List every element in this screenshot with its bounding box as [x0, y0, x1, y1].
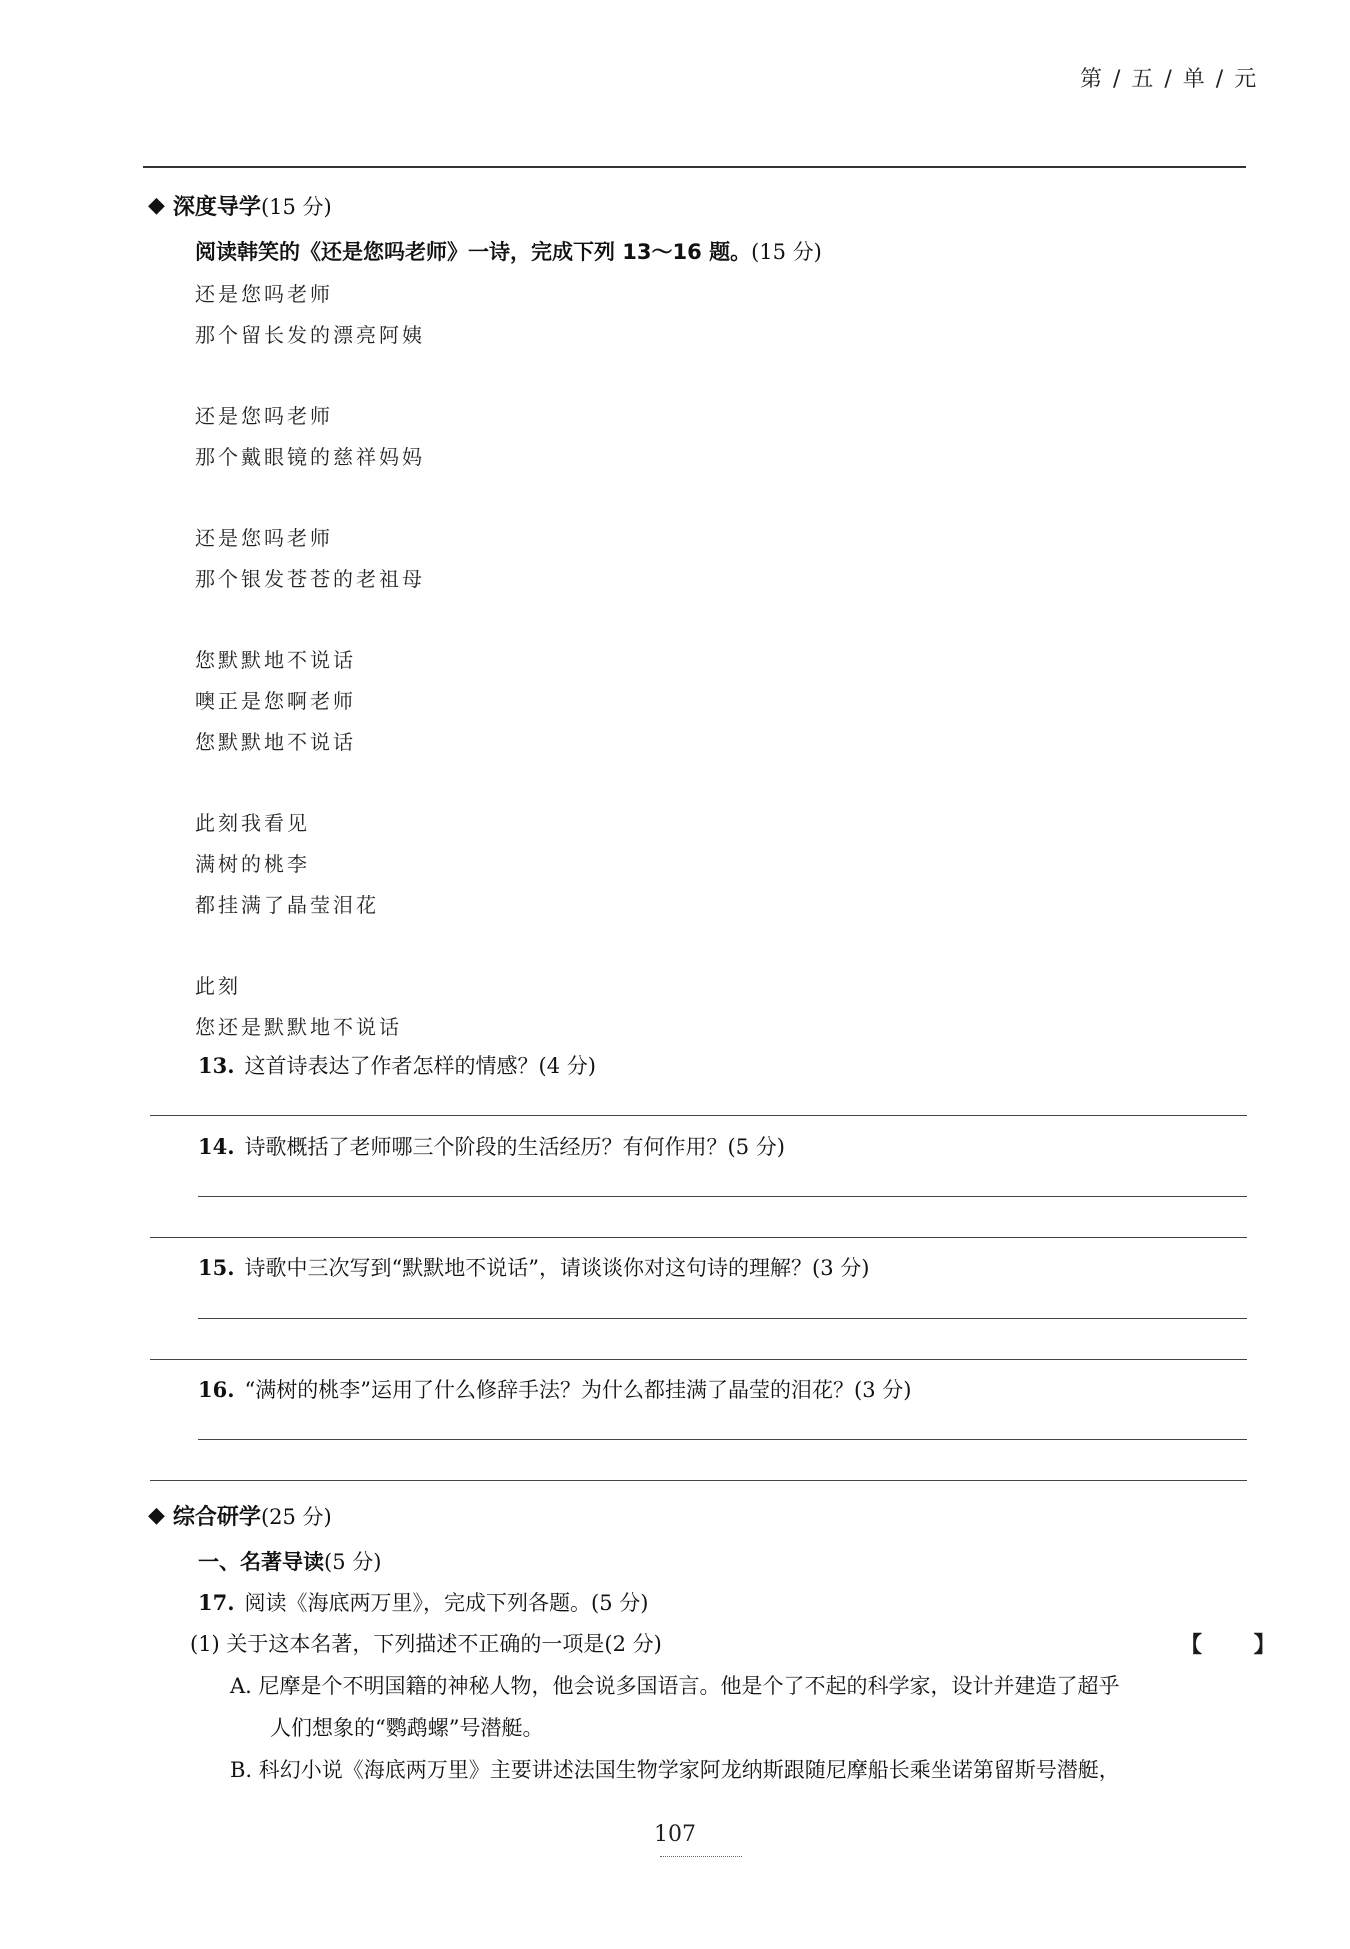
question-number: 13.	[198, 1053, 235, 1078]
poem-line: 还是您吗老师	[195, 282, 333, 306]
question-number: 16.	[198, 1377, 235, 1402]
section-title: 综合研学	[172, 1505, 261, 1530]
question-17-1: (1) 关于这本名著，下列描述不正确的一项是(2 分)	[190, 1632, 662, 1656]
poem-line: 此刻我看见	[195, 811, 310, 835]
diamond-icon: ◆	[148, 193, 165, 218]
question-text: 诗歌中三次写到“默默地不说话”，请谈谈你对这句诗的理解？(3 分)	[244, 1256, 870, 1280]
question-13	[198, 1050, 596, 1080]
section-score: (15 分)	[260, 194, 332, 219]
reading-instructions	[195, 236, 822, 266]
poem-line: 都挂满了晶莹泪花	[195, 893, 379, 917]
poem-line: 您默默地不说话	[195, 730, 356, 754]
unit-header: 第 / 五 / 单 / 元	[1080, 67, 1259, 92]
answer-bracket[interactable]: 【 】	[1180, 1633, 1298, 1658]
answer-line[interactable]	[198, 1318, 1247, 1319]
question-number: 15.	[198, 1255, 235, 1280]
instructions-text: 阅读韩笑的《还是您吗老师》一诗，完成下列 13～16 题。	[195, 240, 752, 264]
answer-line[interactable]	[150, 1359, 1247, 1360]
answer-line[interactable]	[150, 1480, 1247, 1481]
answer-line[interactable]	[150, 1115, 1247, 1116]
poem-line: 您默默地不说话	[195, 648, 356, 672]
header-rule	[143, 166, 1246, 168]
question-17	[198, 1587, 648, 1617]
question-text: “满树的桃李”运用了什么修辞手法？为什么都挂满了晶莹的泪花？(3 分)	[244, 1378, 912, 1402]
choice-a-continued: 人们想象的“鹦鹉螺”号潜艇。	[270, 1716, 544, 1740]
question-text: 诗歌概括了老师哪三个阶段的生活经历？有何作用？(5 分)	[244, 1135, 785, 1159]
section-heading-comprehensive-study	[148, 1500, 332, 1531]
page-number: 107	[654, 1822, 696, 1847]
answer-line[interactable]	[150, 1237, 1247, 1238]
subsection-score: (5 分)	[324, 1550, 382, 1574]
poem-line: 那个银发苍苍的老祖母	[195, 567, 425, 591]
question-text: 阅读《海底两万里》，完成下列各题。(5 分)	[244, 1591, 649, 1615]
question-number: 17.	[198, 1590, 235, 1615]
question-16	[198, 1374, 911, 1404]
instructions-score: (15 分)	[751, 240, 822, 264]
question-14	[198, 1131, 785, 1161]
poem-line: 还是您吗老师	[195, 404, 333, 428]
question-15	[198, 1252, 869, 1282]
section-score: (25 分)	[260, 1504, 332, 1529]
poem-line: 那个戴眼镜的慈祥妈妈	[195, 445, 425, 469]
poem-line: 噢正是您啊老师	[195, 689, 356, 713]
diamond-icon: ◆	[148, 1503, 165, 1528]
section-title: 深度导学	[172, 195, 261, 220]
question-number: 14.	[198, 1134, 235, 1159]
poem-line: 此刻	[195, 974, 241, 998]
poem-line: 您还是默默地不说话	[195, 1015, 402, 1039]
question-text: 这首诗表达了作者怎样的情感？(4 分)	[244, 1054, 596, 1078]
answer-line[interactable]	[198, 1196, 1247, 1197]
subsection-title: 一、名著导读	[198, 1550, 324, 1574]
answer-line[interactable]	[198, 1439, 1247, 1440]
choice-b: B. 科幻小说《海底两万里》主要讲述法国生物学家阿龙纳斯跟随尼摩船长乘坐诺第留斯号潜艇，	[230, 1758, 1120, 1782]
poem-line: 还是您吗老师	[195, 526, 333, 550]
section-heading-deep-study	[148, 190, 332, 221]
poem-line: 那个留长发的漂亮阿姨	[195, 323, 425, 347]
subsection-heading	[198, 1546, 381, 1576]
choice-a: A. 尼摩是个不明国籍的神秘人物，他会说多国语言。他是个了不起的科学家，设计并建造了超乎	[230, 1674, 1120, 1698]
page-number-underline	[660, 1856, 742, 1857]
poem-line: 满树的桃李	[195, 852, 310, 876]
